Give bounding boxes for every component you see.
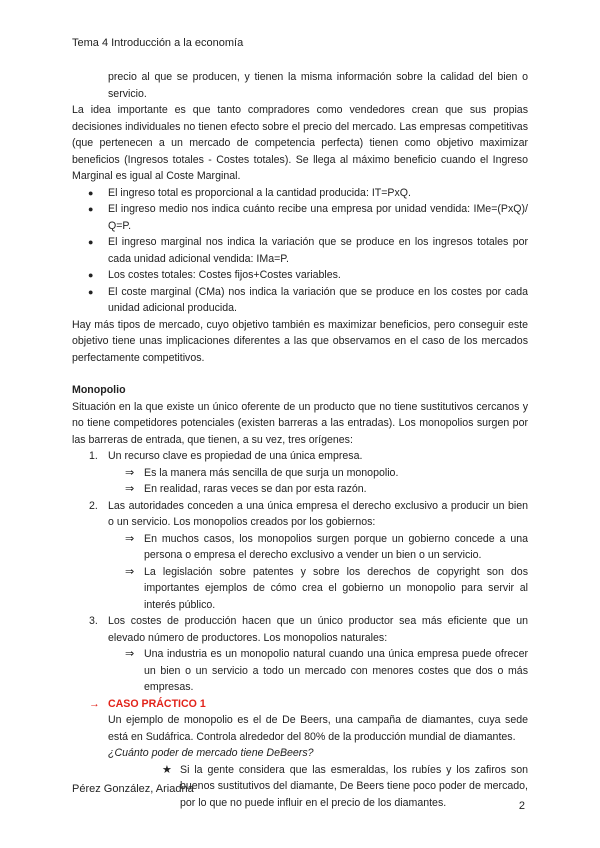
bullet-list (72, 185, 528, 317)
paragraph-competencia: La idea importante es que tanto compradores como vendedores crean que sus propias decisiones individuales no tienen efecto sobre el precio del mercado. Las empresas competitivas (que pertenecen a un mercado de competencia perfecta) tienen como objetivo maximizar beneficios (Ingresos totales - Costes totales). Se llega al máximo beneficio cuando el Ingreso Marginal es igual al Coste Marginal. (72, 104, 528, 182)
numbered-item (72, 613, 528, 696)
bullet-item: ● Los costes totales: Costes fijos+Costes variables. (72, 267, 528, 284)
item-number: 3. (89, 615, 98, 627)
sub-list (108, 531, 528, 614)
monopolio-intro: Situación en la que existe un único oferente de un producto que no tiene sustitutivos cercanos y no tiene competidores potenciales (existen barreras a las entradas). Los monopolios surgen por las barreras de entrada, que tienen, a su vez, tres orígenes: (72, 400, 528, 446)
implies-arrow-icon: ⇒ (125, 466, 135, 479)
footer-author: Pérez González, Ariadna (72, 783, 194, 795)
case-study-text: Un ejemplo de monopolio es el de De Beers, una campaña de diamantes, cuya sede está en Sudáfrica. Controla alrededor del 80% de la producción mundial de diamantes. (108, 714, 528, 743)
item-text: Los costes de producción hacen que un único productor sea más eficiente que un elevado número de productores. Los monopolios naturales: (108, 615, 528, 644)
bullet-item: ● El coste marginal (CMa) nos indica la variación que se produce en los costes por cada unidad adicional producida. (72, 284, 528, 317)
continuation-text: precio al que se producen, y tienen la misma información sobre la calidad del bien o servicio. (108, 71, 528, 100)
sub-list (108, 646, 528, 696)
case-answer-text: Si la gente considera que las esmeraldas, los rubíes y los zafiros son buenos sustitutivos del diamante, De Beers tiene poco poder de mercado, por lo que no puede influir en el precio de los diamantes. (180, 763, 528, 809)
numbered-item (72, 498, 528, 614)
implies-arrow-icon: ⇒ (125, 648, 135, 660)
page-header: Tema 4 Introducción a la economía (72, 37, 244, 49)
sub-item (108, 481, 528, 498)
sub-item (108, 646, 528, 696)
star-icon: ★ (162, 763, 172, 776)
implies-arrow-icon: ⇒ (125, 532, 135, 545)
sub-item (108, 465, 528, 482)
sub-item (108, 564, 528, 614)
sub-item-text: En realidad, raras veces se dan por esta razón. (144, 483, 367, 495)
case-study-question: ¿Cuánto poder de mercado tiene DeBeers? (108, 747, 314, 759)
bullet-item: ● El ingreso marginal nos indica la variación que se produce en los ingresos totales por cada unidad adicional vendida: IMa=P. (72, 234, 528, 267)
item-number: 1. (89, 450, 98, 462)
case-study-title (72, 696, 528, 713)
bullet-item: ● El ingreso total es proporcional a la cantidad producida: IT=PxQ. (72, 185, 528, 202)
numbered-item (72, 448, 528, 498)
section-heading-monopolio: Monopolio (72, 384, 126, 396)
sub-item (108, 531, 528, 564)
item-number: 2. (89, 499, 98, 512)
implies-arrow-icon: ⇒ (125, 483, 135, 495)
numbered-list (72, 448, 528, 696)
item-text: Un recurso clave es propiedad de una única empresa. (108, 450, 363, 462)
implies-arrow-icon: ⇒ (125, 565, 135, 578)
sub-item-text: Una industria es un monopolio natural cuando una única empresa puede ofrecer un bien o un servicio a todo un mercado con menores costes que dos o más empresas. (144, 648, 528, 693)
sub-item-text: Es la manera más sencilla de que surja un monopolio. (144, 466, 399, 479)
case-study-title-text: CASO PRÁCTICO 1 (108, 697, 206, 710)
bullet-item: ● El ingreso medio nos indica cuánto recibe una empresa por unidad vendida: IMe=(PxQ)/ Q=P. (72, 201, 528, 234)
page-content (72, 69, 528, 811)
sub-item-text: La legislación sobre patentes y sobre los derechos de copyright son dos importantes ejemplos de cómo crea el gobierno un monopolio para servir al interés público. (144, 565, 528, 611)
sub-list (108, 465, 528, 498)
sub-item-text: En muchos casos, los monopolios surgen porque un gobierno concede a una persona o empresa el derecho exclusivo a vender un bien o un servicio. (144, 532, 528, 561)
right-arrow-icon: → (89, 697, 100, 710)
item-text: Las autoridades conceden a una única empresa el derecho exclusivo a producir un bien o un servicio. Los monopolios creados por los gobiernos: (108, 499, 528, 528)
page-number: 2 (518, 800, 525, 812)
paragraph-otros-mercados: Hay más tipos de mercado, cuyo objetivo también es maximizar beneficios, pero conseguir este objetivo tiene unas implicaciones diferentes a las que observamos en el caso de los mercados perfectamente competitivos. (72, 318, 528, 364)
